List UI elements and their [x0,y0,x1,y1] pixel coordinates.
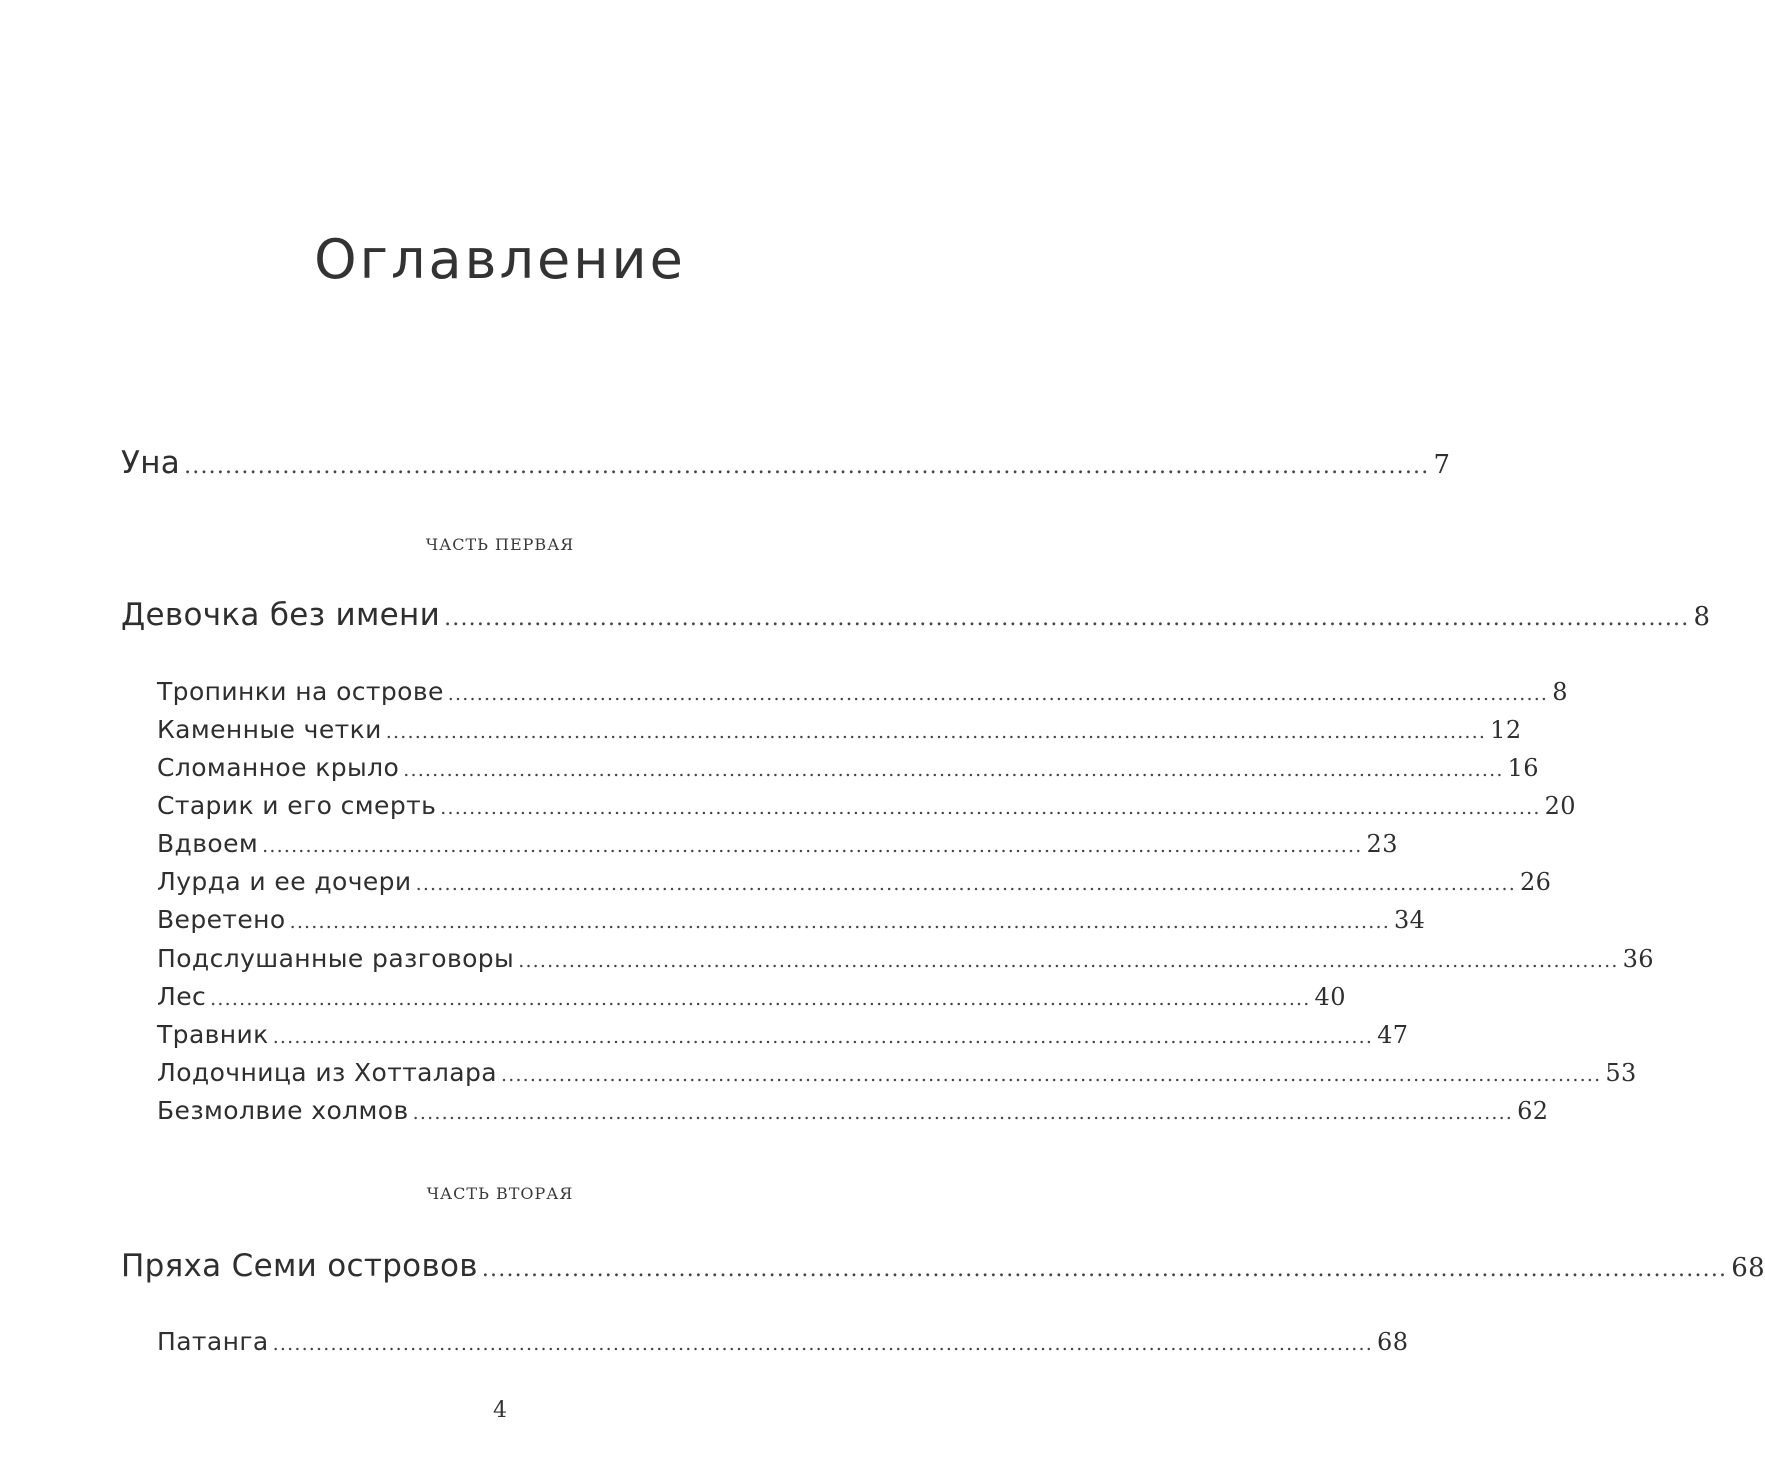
dot-leader: ........................................................................................................................................................ [272,1333,1374,1355]
dot-leader: ........................................................................................................................................................ [289,911,1390,933]
toc-chapter[interactable] [157,1096,1549,1125]
toc-entry-prologue[interactable] [121,445,1451,481]
toc-entry-page: 68 [1731,1253,1765,1283]
toc-entry-page: 53 [1605,1059,1637,1087]
toc-entry-page: 47 [1377,1021,1409,1049]
toc-chapter[interactable] [157,829,1398,858]
toc-chapter[interactable] [157,753,1539,782]
page-number: 4 [493,1398,507,1423]
dot-leader: ........................................................................................................................................................ [184,454,1430,479]
toc-entry-page: 16 [1507,754,1539,782]
toc-entry-page: 34 [1394,906,1426,934]
dot-leader: ........................................................................................................................................................ [210,988,1311,1010]
toc-entry-label: Веретено [157,905,286,934]
toc-entry-page: 8 [1693,602,1711,632]
toc-entry-page: 26 [1520,868,1552,896]
toc-entry-label: Лес [157,982,207,1011]
toc-chapter[interactable] [157,677,1568,706]
toc-entry-page: 12 [1490,716,1522,744]
dot-leader: ........................................................................................................................................................ [415,873,1516,895]
toc-chapter[interactable] [157,1020,1409,1049]
dot-leader: ........................................................................................................................................................ [403,759,1504,781]
toc-entry-part1-title[interactable] [121,597,1711,633]
dot-leader: ........................................................................................................................................................ [440,797,1541,819]
toc-entry-page: 8 [1552,678,1568,706]
toc-entry-page: 23 [1366,830,1398,858]
page-title: Оглавление [314,228,686,291]
toc-chapter[interactable] [157,1327,1409,1356]
toc-entry-page: 68 [1377,1328,1409,1356]
dot-leader: ........................................................................................................................................................ [262,835,1363,857]
toc-chapter[interactable] [157,982,1346,1011]
toc-entry-label: Травник [157,1020,269,1049]
toc-entry-page: 36 [1622,945,1654,973]
toc-entry-label: Патанга [157,1327,269,1356]
toc-entry-label: Лодочница из Хотталара [157,1058,497,1087]
toc-entry-label: Тропинки на острове [157,677,444,706]
dot-leader: ........................................................................................................................................................ [500,1064,1602,1086]
dot-leader: ........................................................................................................................................................ [481,1257,1728,1282]
part-heading: ЧАСТЬ ВТОРАЯ [426,1184,574,1203]
toc-chapter[interactable] [157,905,1426,934]
toc-chapter[interactable] [157,867,1552,896]
toc-entry-page: 7 [1433,450,1451,480]
dot-leader: ........................................................................................................................................................ [444,606,1690,631]
toc-entry-label: Сломанное крыло [157,753,400,782]
toc-entry-page: 62 [1517,1097,1549,1125]
toc-entry-label: Пряха Семи островов [121,1248,478,1284]
toc-entry-label: Старик и его смерть [157,791,437,820]
toc-entry-label: Безмолвие холмов [157,1096,409,1125]
toc-entry-label: Девочка без имени [121,597,441,633]
toc-entry-label: Уна [121,445,181,481]
toc-chapter[interactable] [157,791,1576,820]
toc-chapter[interactable] [157,715,1522,744]
toc-entry-label: Вдвоем [157,829,259,858]
dot-leader: ........................................................................................................................................................ [272,1026,1374,1048]
toc-entry-page: 40 [1314,983,1346,1011]
toc-entry-label: Лурда и ее дочери [157,867,412,896]
dot-leader: ........................................................................................................................................................ [518,950,1619,972]
toc-entry-page: 20 [1544,792,1576,820]
toc-entry-label: Каменные четки [157,715,382,744]
toc-chapter[interactable] [157,944,1654,973]
part-heading: ЧАСТЬ ПЕРВАЯ [425,535,575,554]
dot-leader: ........................................................................................................................................................ [412,1102,1514,1124]
dot-leader: ........................................................................................................................................................ [385,721,1487,743]
dot-leader: ........................................................................................................................................................ [447,683,1549,705]
toc-entry-label: Подслушанные разговоры [157,944,515,973]
toc-entry-part2-title[interactable] [121,1248,1765,1284]
toc-chapter[interactable] [157,1058,1637,1087]
